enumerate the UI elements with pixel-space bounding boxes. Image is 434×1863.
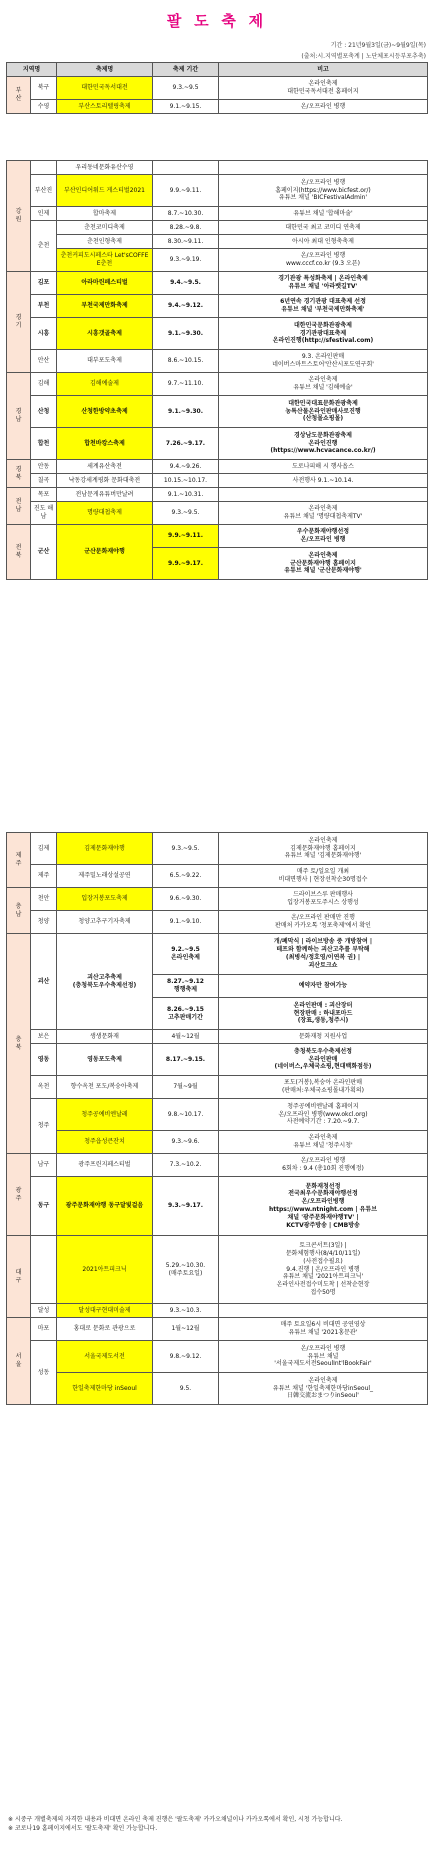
festival-period: 9.3.~9.5. [153, 502, 219, 525]
festival-period: 6.5.~9.22. [153, 865, 219, 888]
festival-period: 10.15.~10.17. [153, 474, 219, 488]
festival-period: 9.5. [153, 1373, 219, 1405]
table-row [7, 1131, 428, 1154]
festival-period: 9.3.~10.3. [153, 1304, 219, 1318]
district-cell: 보은 [31, 1030, 57, 1044]
festival-note: 문화재청선정 전국최우수문화재야행선정 온/오프라인병행 https://www.ntnight.com | 유튜브 채널 '광주문화재야행TV' | KCTV광주방송 | CMB방송 [219, 1177, 428, 1236]
festival-note [219, 1304, 428, 1318]
festival-name: 춘천커피도시페스타 Let'sCOFFEE춘천 [57, 249, 153, 272]
festival-table-busan [6, 62, 428, 114]
festival-name: 아라마린페스티벌 [57, 272, 153, 295]
festival-name: 괴산고추축제 (충청북도우수축제선정) [57, 934, 153, 1030]
festival-period: 9.3.~9.6. [153, 1131, 219, 1154]
festival-name: 부천국제만화축제 [57, 295, 153, 318]
festival-name: 산청한방약초축제 [57, 396, 153, 428]
festival-note: 온라인축제 군산문화재야행 홈페이지 유튜브 채널 '군산문화재야행' [219, 548, 428, 580]
festival-period: 9.1.~9.10. [153, 911, 219, 934]
district-cell: 산청 [31, 396, 57, 428]
festival-note: 매주 토/일요일 개최 비대면행사 | 현장선착순30명접수 [219, 865, 428, 888]
table-row [7, 1154, 428, 1177]
district-cell: 목포 [31, 488, 57, 502]
festival-name: 입장거봉포도축제 [57, 888, 153, 911]
festival-note: 경기관광 특성화축제 | 온라인축제 유튜브 채널 '아라뱃길TV' [219, 272, 428, 295]
festival-name: 부산인디어워드 게스티벌2021 [57, 175, 153, 207]
festival-name: 부산스토리텔링축제 [57, 100, 153, 114]
district-cell: 인제 [31, 207, 57, 221]
district-cell: 청주 [31, 1099, 57, 1154]
festival-note [219, 161, 428, 175]
festival-name: 청주공예비엔날레 [57, 1099, 153, 1131]
festival-period: 9.3.~9.17. [153, 1177, 219, 1236]
district-cell: 천안 [31, 888, 57, 911]
festival-name: 청주읍성큰잔치 [57, 1131, 153, 1154]
festival-period: 8.27.~9.12 행행축제 [153, 975, 219, 998]
table-row [7, 1044, 428, 1076]
table-row [7, 934, 428, 975]
table-row [7, 249, 428, 272]
festival-note: 청주공예비엔날레 홈페이지 온/오프라인 병행(www.okcl.org) 사전예약기간 : 7.20.~9.7. [219, 1099, 428, 1131]
festival-note: 온/오프라인 병행 [219, 100, 428, 114]
table-row [7, 1341, 428, 1373]
table-row [7, 1177, 428, 1236]
district-cell: 부산진 [31, 175, 57, 207]
region-cell: 전 남 [7, 488, 31, 525]
festival-note: 온라인판매 : 괴산장터 현장판매 : 하내포마드 (장표,생동,청주시) [219, 998, 428, 1030]
table-row [7, 1030, 428, 1044]
table-row [7, 888, 428, 911]
festival-name: 제주밀노래상설공연 [57, 865, 153, 888]
festival-period: 7월~9월 [153, 1076, 219, 1099]
region-cell: 전 북 [7, 525, 31, 580]
table-row [7, 428, 428, 460]
festival-note: 온/오프라인 병행 유튜브 채널 '서울국제도서전SeoulInt'lBookFair' [219, 1341, 428, 1373]
table-row [7, 911, 428, 934]
table-row [7, 221, 428, 235]
festival-note: 대한민국문화관광축제 경기관광대표축제 온라인진행(http://sfestival.com) [219, 318, 428, 350]
district-cell: 안산 [31, 350, 57, 373]
festival-note: 온/오프라인 판매만 진행 판매처 카카오톡 '청포축제'에서 확인 [219, 911, 428, 934]
table-row [7, 488, 428, 502]
festival-period: 9.4.~9.12. [153, 295, 219, 318]
table-row [7, 396, 428, 428]
festival-name: 군산문화재야행 [57, 525, 153, 580]
festival-note: 대한민국대표문화관광축제 농특산물온라인판매사로진행 (산청몰쇼핑몰) [219, 396, 428, 428]
festival-name: 한일축제한마당 inSeoul [57, 1373, 153, 1405]
festival-period: 5.29.~10.30. (매주토요일) [153, 1236, 219, 1304]
table-row [7, 1076, 428, 1099]
festival-period: 9.4.~9.5. [153, 272, 219, 295]
festival-name: 합천바캉스축제 [57, 428, 153, 460]
table-row [7, 100, 428, 114]
festival-period: 7.26.~9.17. [153, 428, 219, 460]
festival-note: 포도(거봉),복숭아 온라인판매 (판매처:우체국쇼핑몰내가획의) [219, 1076, 428, 1099]
festival-name: 2021아트피크닉 [57, 1236, 153, 1304]
festival-name: 달성대구현대미술제 [57, 1304, 153, 1318]
district-cell: 동구 [31, 1177, 57, 1236]
festival-name: 향수옥천 포도/복숭아축제 [57, 1076, 153, 1099]
festival-period: 9.1.~9.30. [153, 396, 219, 428]
festival-name: 세계유산축전 [57, 460, 153, 474]
district-cell: 달성 [31, 1304, 57, 1318]
header-note: 비고 [219, 63, 428, 77]
festival-name: 청양고추구기자축제 [57, 911, 153, 934]
festival-name: 영동포도축제 [57, 1044, 153, 1076]
festival-name: 낙동강세계평화 문화대축전 [57, 474, 153, 488]
table-row [7, 77, 428, 100]
district-cell: 영동 [31, 1044, 57, 1076]
festival-period: 9.1.~9.15. [153, 100, 219, 114]
district-cell: 안동 [31, 460, 57, 474]
header-name: 축제명 [57, 63, 153, 77]
festival-period: 8.17.~9.15. [153, 1044, 219, 1076]
festival-name: 광주문화재야행 동구달빛걸음 [57, 1177, 153, 1236]
region-cell: 경 북 [7, 460, 31, 488]
table-row [7, 318, 428, 350]
table-row [7, 235, 428, 249]
region-cell: 부 산 [7, 77, 31, 114]
festival-period: 9.8.~10.17. [153, 1099, 219, 1131]
table-row [7, 865, 428, 888]
district-cell: 성동 [31, 1341, 57, 1405]
district-cell: 군산 [31, 525, 57, 580]
region-cell: 강 원 [7, 161, 31, 272]
festival-period: 9.4.~9.26. [153, 460, 219, 474]
festival-name: 대부포도축제 [57, 350, 153, 373]
region-cell: 광 주 [7, 1154, 31, 1236]
district-cell: 시흥 [31, 318, 57, 350]
festival-table-1 [6, 160, 428, 580]
table-row [7, 1318, 428, 1341]
festival-note: 개/폐막식 | 라이브방송 중 개방참여 | 테프와 함께하는 괴산고추를 부탁해 (최병석/정호영/이연복 권) | 괴산토크쇼 [219, 934, 428, 975]
district-cell: 칠곡 [31, 474, 57, 488]
table-row [7, 833, 428, 865]
festival-period: 9.2.~9.5 온라인축제 [153, 934, 219, 975]
district-cell: 김제 [31, 833, 57, 865]
festival-note: 온라인축제 김제문화재야행 홈페이지 유튜브 채널 '김제문화재야행' [219, 833, 428, 865]
festival-note: 온라인축제 유튜브 채널 '한일축제한마당inSeoul_ 日韓交流おまつりinSeoul' [219, 1373, 428, 1405]
festival-name: 우리동네문화유산수영 [57, 161, 153, 175]
festival-note: 유튜브 채널 '합해마술' [219, 207, 428, 221]
district-cell: 합천 [31, 428, 57, 460]
festival-name: 명량대첩축제 [57, 502, 153, 525]
footnotes [8, 1816, 426, 1833]
festival-note: 매주 토요일6시 비대면 공연영상 유튜브 채널 '2021홍문관' [219, 1318, 428, 1341]
table-row [7, 295, 428, 318]
district-cell: 김포 [31, 272, 57, 295]
festival-note: 사전행사 9.1.~10.14. [219, 474, 428, 488]
district-cell: 부천 [31, 295, 57, 318]
table-row [7, 1304, 428, 1318]
festival-note: 6년연속 경기관광 대표축제 선정 유튜브 채널 '부천국제만화축제' [219, 295, 428, 318]
festival-note: 도로나피해 시 행사옵스 [219, 460, 428, 474]
table-row [7, 502, 428, 525]
table-row [7, 161, 428, 175]
festival-name: 춘천인형축제 [57, 235, 153, 249]
region-cell: 충 남 [7, 888, 31, 934]
region-cell: 경 기 [7, 272, 31, 373]
source-text: (출처:시.지역별포축계 | 노단체포시등부포추축) [301, 53, 426, 60]
festival-note: 드라이브스루 판매행사 입장거봉포도주시스 상행성 [219, 888, 428, 911]
festival-period: 1월~12월 [153, 1318, 219, 1341]
table-row [7, 1373, 428, 1405]
festival-period: 8.6.~10.15. [153, 350, 219, 373]
festival-note: 대한민국 최고 코미디 연축제 [219, 221, 428, 235]
festival-note: 우수문화재야행선정 온/오프라인 병행 [219, 525, 428, 548]
festival-period: 9.1.~9.30. [153, 318, 219, 350]
festival-period: 7.3.~10.2. [153, 1154, 219, 1177]
festival-period: 9.9.~9.11. [153, 175, 219, 207]
festival-name: 김해예술제 [57, 373, 153, 396]
table-row [7, 207, 428, 221]
festival-period: 4월~12월 [153, 1030, 219, 1044]
festival-name: 홍대로 문화로 관광으로 [57, 1318, 153, 1341]
district-cell: 마포 [31, 1318, 57, 1341]
table-row [7, 373, 428, 396]
table-row [7, 350, 428, 373]
district-cell: 옥천 [31, 1076, 57, 1099]
festival-name: 합마축제 [57, 207, 153, 221]
district-cell: 진도 해남 [31, 502, 57, 525]
district-cell [31, 161, 57, 175]
table-row [7, 460, 428, 474]
district-cell: 춘천 [31, 221, 57, 272]
festival-name: 대한민국독서대전 [57, 77, 153, 100]
table-row [7, 525, 428, 548]
festival-note: 충청북도우수축제선정 온라인판매 (네이버스,우체국쇼핑,현대백화점등) [219, 1044, 428, 1076]
festival-period: 9.3.~9.5 [153, 77, 219, 100]
festival-name: 생생문화재 [57, 1030, 153, 1044]
festival-note: 경상남도문화관광축제 온라인진행 (https://www.hcvacance.co.kr/) [219, 428, 428, 460]
festival-note: 예약자만 참여가능 [219, 975, 428, 998]
district-cell: 제주 [31, 865, 57, 888]
festival-period: 9.9.~9.17. [153, 548, 219, 580]
festival-note: 온라인축제 유튜브 채널 '청주시청' [219, 1131, 428, 1154]
region-cell: 대 구 [7, 1236, 31, 1318]
festival-name: 서울국제도서전 [57, 1341, 153, 1373]
festival-period: 9.8.~9.12. [153, 1341, 219, 1373]
festival-period: 8.7.~10.30. [153, 207, 219, 221]
festival-note: 토크콘서트(3일) | 문화체험행사(8/4/10/11일) (사전접수필요) 9.4.진행 | 온/오프라인 병행 유튜브 채널 '2021아트피크닉' 온라인사전접수미도착 | 선착순현장 접수50명 [219, 1236, 428, 1304]
region-cell: 서 울 [7, 1318, 31, 1405]
festival-name: 김제문화재야행 [57, 833, 153, 865]
footnote: ※ 시중구 개별축제의 자격한 내용과 비대면 온라인 축제 진행은 '팔도축제' 카카오채널이나 카카오톡에서 확인, 시청 가능합니다. [8, 1816, 343, 1823]
festival-period: 9.1.~10.31. [153, 488, 219, 502]
festival-name: 시흥갯골축제 [57, 318, 153, 350]
district-cell: 수영 [31, 100, 57, 114]
period-text: 기간 : 21년9월3일(금)~9월9일(목) [330, 42, 426, 49]
festival-note: 온/오프라인 병행 홈페이지(https://www.bicfest.or/) 유튜브 채널 'BICFestivalAdmin' [219, 175, 428, 207]
festival-note: 9.3. 온라인판매 네이버스마트스토어'안산시포도연구회' [219, 350, 428, 373]
festival-period [153, 161, 219, 175]
table-row [7, 474, 428, 488]
header-region: 지역명 [7, 63, 57, 77]
festival-period: 9.9.~9.11. [153, 525, 219, 548]
page-title: 팔 도 축 제 [166, 12, 268, 30]
festival-note: 온라인축제 대한민국독서대전 홈페이지 [219, 77, 428, 100]
festival-period: 9.6.~9.30. [153, 888, 219, 911]
festival-name: 광주프린지페스티벌 [57, 1154, 153, 1177]
festival-note: 온/오프라인 병행 www.cccf.co.kr (9.3 오픈) [219, 249, 428, 272]
district-cell: 청양 [31, 911, 57, 934]
table-row [7, 1099, 428, 1131]
district-cell: 북구 [31, 77, 57, 100]
festival-note: 온라인축제 유튜브 채널 '명량대첩축제TV' [219, 502, 428, 525]
festival-period: 8.26.~9.15 고추판매기간 [153, 998, 219, 1030]
festival-note: 온라인축제 유튜브 채널 '김해예술' [219, 373, 428, 396]
festival-name: 춘천코미디축제 [57, 221, 153, 235]
festival-note: 아시아 최대 인형축축제 [219, 235, 428, 249]
table-row [7, 175, 428, 207]
district-cell: 김해 [31, 373, 57, 396]
festival-note: 문화재청 지원사업 [219, 1030, 428, 1044]
region-cell: 제 주 [7, 833, 31, 888]
festival-period: 9.3.~9.19. [153, 249, 219, 272]
festival-period: 9.7.~11.10. [153, 373, 219, 396]
festival-name: 전남문게유튜버만날려 [57, 488, 153, 502]
footnote: ※ 코로나19 홈페이지에서도 '팔도축제' 확인 가능합니다. [8, 1824, 158, 1832]
header-period: 축제 기간 [153, 63, 219, 77]
festival-period: 8.28.~9.8. [153, 221, 219, 235]
festival-period: 9.3.~9.5. [153, 833, 219, 865]
region-cell: 충 북 [7, 934, 31, 1154]
table-row [7, 272, 428, 295]
region-cell: 경 남 [7, 373, 31, 460]
district-cell: 괴산 [31, 934, 57, 1030]
festival-note [219, 488, 428, 502]
table-row [7, 1236, 428, 1304]
district-cell: 남구 [31, 1154, 57, 1177]
festival-period: 8.30.~9.11. [153, 235, 219, 249]
festival-note: 온/오프라인 병행 6회차 : 9.4 (총10회 진행예정) [219, 1154, 428, 1177]
district-cell [31, 1236, 57, 1304]
festival-table-2 [6, 832, 428, 1405]
